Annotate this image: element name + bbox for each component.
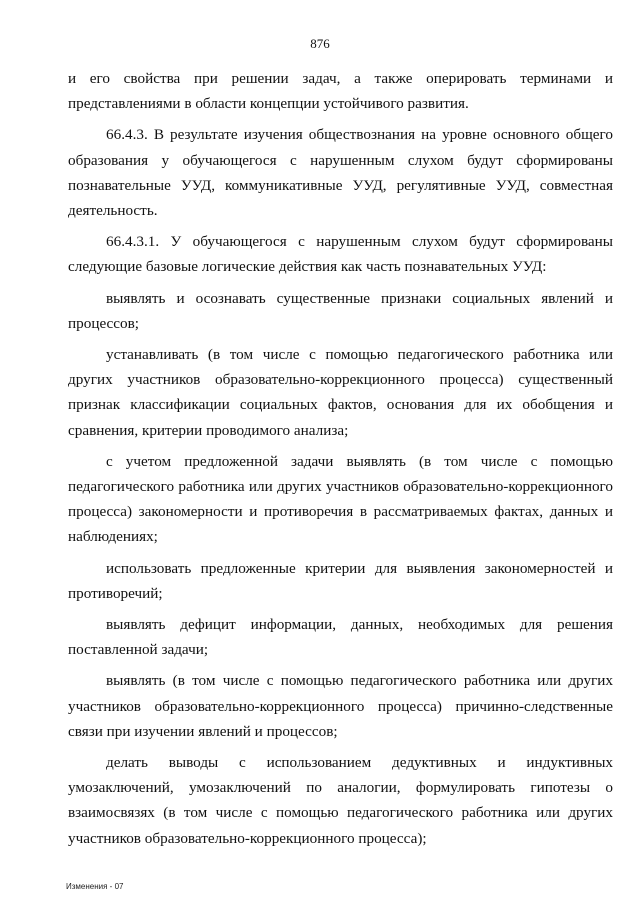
list-item: выявлять и осознавать существенные признаки социальных явлений и процессов; [68, 289, 613, 332]
list-item: устанавливать (в том числе с помощью педагогического работника или других участников образовательно-коррекционного процесса) существенный признак классификации социальных фактов, основания для их обобщения и сравнения, критерии проводимого анализа; [68, 346, 613, 439]
footer-revision-note: Изменения - 07 [66, 882, 124, 891]
list-item: делать выводы с использованием дедуктивных и индуктивных умозаключений, умозаключений по аналогии, формулировать гипотезы о взаимосвязях (в том числе с помощью педагогического работника или других участников образовательно-коррекционного процесса); [68, 754, 613, 847]
list-item: с учетом предложенной задачи выявлять (в том числе с помощью педагогического работника или других участников образовательно-коррекционного процесса) закономерности и противоречия в рассматриваемых фактах, данных и наблюдениях; [68, 452, 613, 546]
list-item: выявлять (в том числе с помощью педагогического работника или других участников образовательно-коррекционного процесса) причинно-следственные связи при изучении явлений и процессов; [68, 672, 613, 740]
paragraph-66-4-3: 66.4.3. В результате изучения обществознания на уровне основного общего образования у обучающегося с нарушенным слухом будут сформированы познавательные УУД, коммуникативные УУД, регулятивные УУД, совместная деятельность. [68, 126, 613, 220]
paragraph-continuation: и его свойства при решении задач, а также оперировать терминами и представлениями в области концепции устойчивого развития. [68, 70, 613, 113]
document-body [68, 66, 613, 857]
list-item: использовать предложенные критерии для выявления закономерностей и противоречий; [68, 559, 613, 602]
list-item: выявлять дефицит информации, данных, необходимых для решения поставленной задачи; [68, 616, 613, 659]
paragraph-66-4-3-1: 66.4.3.1. У обучающегося с нарушенным слухом будут сформированы следующие базовые логические действия как часть познавательных УУД: [68, 233, 613, 276]
page-number: 876 [310, 36, 330, 51]
